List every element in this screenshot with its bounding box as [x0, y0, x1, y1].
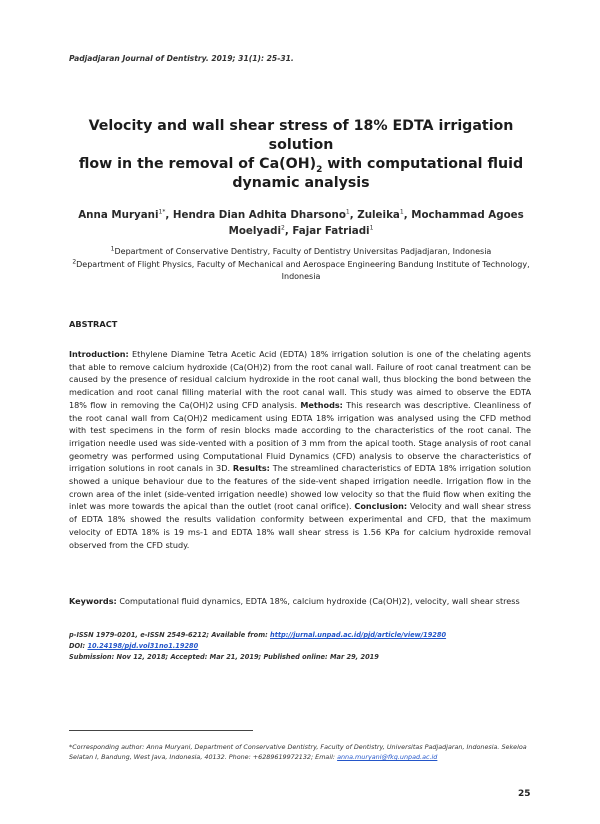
- dates-line: Submission: Nov 12, 2018; Accepted: Mar 21, 2019; Published online: Mar 29, 2019: [69, 653, 379, 661]
- affiliation-1-marker: 1: [110, 245, 115, 253]
- issn-line: [69, 630, 531, 641]
- title-line-2-tail: with computational fluid: [322, 156, 524, 172]
- keywords-label: Keywords:: [69, 596, 117, 606]
- author-5: Fajar Fatriadi: [292, 225, 370, 237]
- footnote-text: *Corresponding author: Anna Muryani, Department of Conservative Dentistry, Faculty of Dentistry, Universitas Padjadjaran, Indonesia. Sekeloa Selatan I, Bandung, West Java, Indonesia, 40132. Phone: +6289619972132; Email:: [69, 743, 527, 761]
- author-2-affiliation: 1: [345, 208, 350, 216]
- article-title: [64, 117, 538, 193]
- affiliations: [64, 246, 538, 284]
- corresponding-author-footnote: [69, 742, 531, 762]
- author-separator: ,: [165, 209, 173, 221]
- issn-text: p-ISSN 1979-0201, e-ISSN 2549-6212; Available from:: [69, 631, 270, 639]
- author-4-affiliation: 2: [280, 224, 285, 232]
- intro-text: Ethylene Diamine Tetra Acetic Acid (EDTA) 18% irrigation solution is one of the chelating agents that able to remove calcium hydroxide (Ca(OH)2) from the root canal wall. Failure of root canal treatment can be caused by the presence of residual calcium hydroxide in the root canal wall, thus blocking the bond between the medication and root canal filling material with the root canal wall. This study was aimed to observe the EDTA 18% flow in removing the Ca(OH)2 using CFD analysis.: [69, 349, 531, 410]
- author-1-affiliation: 1*: [158, 208, 166, 216]
- methods-label: Methods:: [300, 399, 343, 410]
- conclusion-text: Velocity and wall shear stress of EDTA 18% showed the results validation conformity between experimental and CFD, that the maximum velocity of EDTA 18% is 19 ms-1 and EDTA 18% wall shear stress is 1.56 KPa for calcium hydroxide removal observed from the CFD study.: [69, 501, 531, 550]
- affiliation-2-marker: 2: [72, 257, 77, 265]
- affiliation-2-text: Department of Flight Physics, Faculty of Mechanical and Aerospace Engineering Bandung Institute of Technology, Indonesia: [76, 259, 530, 281]
- keywords: [69, 595, 531, 608]
- author-4: Mochammad Agoes Moelyadi: [228, 209, 524, 237]
- author-2: Hendra Dian Adhita Dharsono: [172, 209, 346, 221]
- journal-citation-header: Padjadjaran Journal of Dentistry. 2019; 31(1): 25-31.: [69, 54, 294, 63]
- author-list: [64, 207, 538, 239]
- abstract-body: [69, 348, 531, 551]
- abstract-heading: ABSTRACT: [69, 319, 118, 329]
- methods-text: This research was descriptive. Cleanliness of the root canal wall from Ca(OH)2 medicament using EDTA 18% irrigation was analysed using the CFD method with test specimens in the form of resin blocks made according to the characteristics of the root canal. The irrigation needle used was side-vented with a position of 3 mm from the apical tooth. Stage analysis of root canal geometry was performed using Computational Fluid Dynamics (CFD) analysis to observe the characteristics of irrigation solutions in root canals in 3D.: [69, 399, 531, 474]
- author-separator: ,: [349, 209, 358, 221]
- title-line-2: [64, 155, 538, 174]
- doi-line: [69, 641, 531, 652]
- author-email-link[interactable]: anna.muryani@fkg.unpad.ac.id: [337, 753, 438, 761]
- author-separator: ,: [284, 225, 293, 237]
- author-3-affiliation: 1: [399, 208, 404, 216]
- doi-label: DOI:: [69, 642, 88, 650]
- affiliation-1-text: Department of Conservative Dentistry, Faculty of Dentistry Universitas Padjadjaran, Indonesia: [114, 247, 492, 256]
- results-label: Results:: [232, 463, 270, 474]
- article-url-link[interactable]: http://jurnal.unpad.ac.id/pjd/article/view/19280: [270, 631, 447, 639]
- footnote-divider: [69, 730, 253, 731]
- affiliation-1: [64, 246, 538, 259]
- publication-metadata: [69, 630, 531, 663]
- title-line-1: Velocity and wall shear stress of 18% EDTA irrigation solution: [88, 118, 514, 153]
- keywords-text: Computational fluid dynamics, EDTA 18%, calcium hydroxide (Ca(OH)2), velocity, wall shear stress: [116, 596, 520, 606]
- author-3: Zuleika: [357, 209, 400, 221]
- author-separator: ,: [403, 209, 412, 221]
- title-line-2-text: flow in the removal of Ca(OH): [78, 156, 317, 172]
- title-subscript: 2: [316, 164, 323, 175]
- title-line-3: dynamic analysis: [232, 175, 370, 191]
- intro-label: Introduction:: [69, 349, 129, 359]
- author-5-affiliation: 1: [369, 224, 374, 232]
- page-number: 25: [518, 789, 531, 799]
- results-text: The streamlined characteristics of EDTA 18% irrigation solution showed a unique behaviour due to the features of the side-vent shaped irrigation needle. Irrigation flow in the crown area of the inlet (side-vented irrigation needle) showed low velocity so that the fluid flow when exiting the inlet was more towards the apical than the outlet (root canal orifice).: [69, 463, 531, 512]
- affiliation-2: [64, 259, 538, 284]
- doi-link[interactable]: 10.24198/pjd.vol31no1.19280: [87, 642, 199, 650]
- author-1: Anna Muryani: [78, 209, 159, 221]
- conclusion-label: Conclusion:: [354, 501, 408, 512]
